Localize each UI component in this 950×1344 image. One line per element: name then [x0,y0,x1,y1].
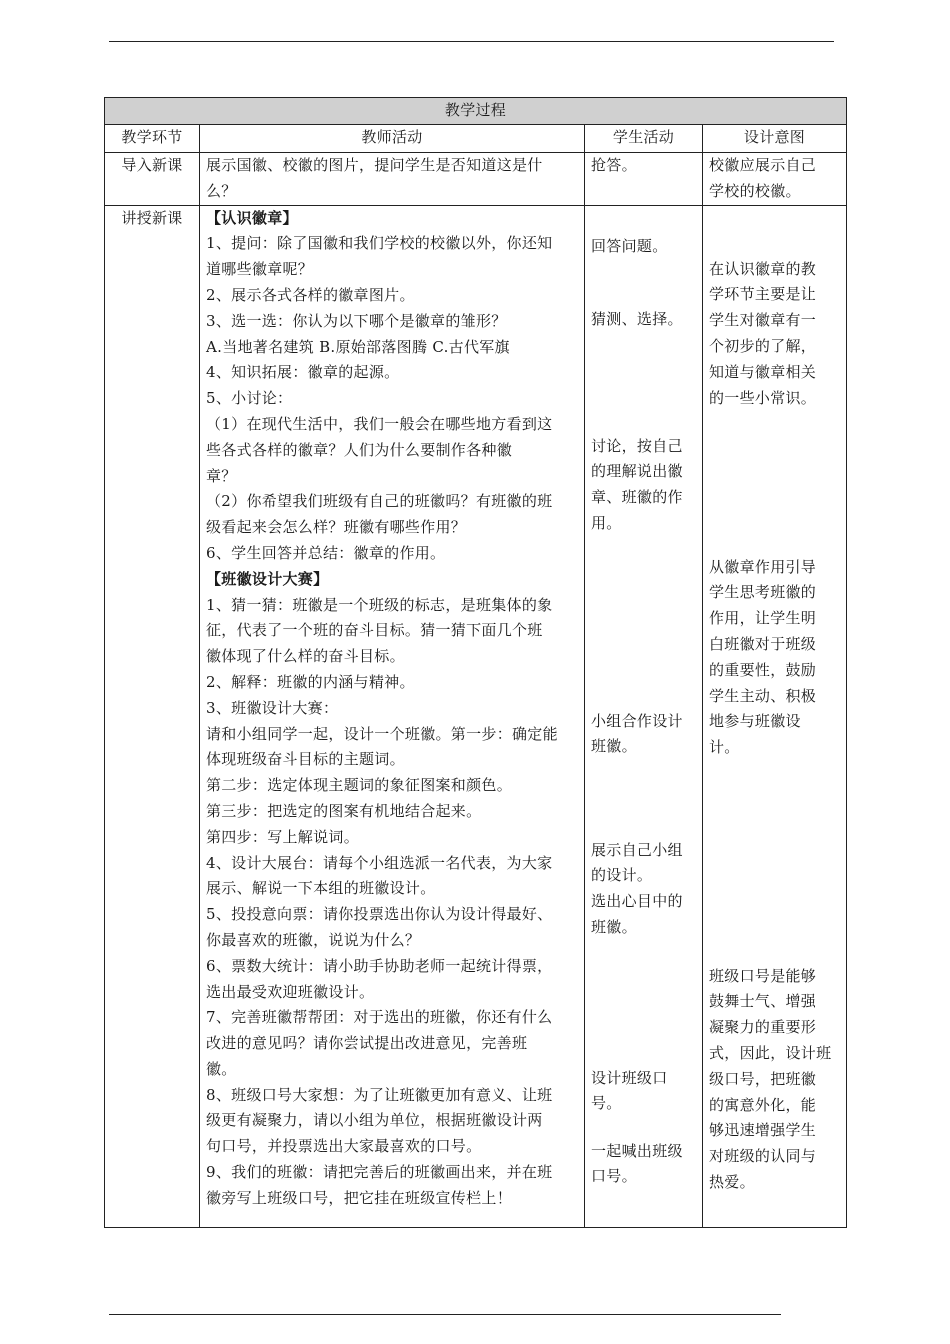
design-intent-block [709,555,840,761]
text-line: 回答问题。 [591,236,668,255]
student-activity-block [591,434,696,537]
student-activity-block [591,838,696,941]
text-line: 作用，让学生明 [709,609,817,628]
text-line: 的寓意外化，能 [709,1095,817,1114]
text-line: 5、小讨论： [206,389,293,408]
text-line: 1、猜一猜：班徽是一个班级的标志，是班集体的象 [206,595,553,614]
text-line: 校徽应展示自己 [709,156,817,174]
table-title: 教学过程 [105,98,847,125]
table-row-intro [105,153,847,206]
text-line: 的重要性，鼓励 [709,660,817,679]
student-activity-block [591,307,696,333]
header-rule [109,41,834,42]
text-line: 在认识徽章的教 [709,259,817,278]
design-intent-block [709,964,840,1196]
text-line: 道哪些徽章呢？ [206,260,314,279]
table-row-main [105,205,847,1227]
text-line: 3、选一选：你认为以下哪个是徽章的雏形？ [206,311,507,330]
text-line: 对班级的认同与 [709,1147,817,1166]
text-line: 征，代表了一个班的奋斗目标。猜一猜下面几个班 [206,621,543,640]
text-line: 猜测、选择。 [591,309,683,328]
text-line: 7、完善班徽帮帮团：对于选出的班徽，你还有什么 [206,1008,553,1027]
text-line: 展示、解说一下本组的班徽设计。 [206,879,436,898]
text-line: 6、票数大统计：请小助手协助老师一起统计得票， [206,956,553,975]
text-line: A.当地著名建筑 B.原始部落图腾 C.古代军旗 [206,337,510,356]
header-student-activity: 学生活动 [585,125,703,153]
student-activity-block [591,1066,696,1118]
text-line: 4、知识拓展：徽章的起源。 [206,363,400,382]
header-design-intent: 设计意图 [703,125,847,153]
text-line: 徽体现了什么样的奋斗目标。 [206,647,405,666]
teacher-activity-intro [200,153,585,206]
text-line: 讨论，按自己 [591,436,683,455]
text-line: 凝聚力的重要形 [709,1018,817,1037]
text-line: 改进的意见吗？请你尝试提出改进意见，完善班 [206,1034,528,1053]
text-line: 热爱。 [709,1172,755,1191]
text-line: 的设计。 [591,866,653,885]
text-line: 计。 [709,738,740,757]
text-line: 么？ [206,181,237,200]
text-line: 学校的校徽。 [709,181,801,200]
text-line: 地参与班徽设 [709,712,801,731]
text-line: 的一些小常识。 [709,388,817,407]
stage-intro: 导入新课 [105,153,200,206]
text-line: 6、学生回答并总结：徽章的作用。 [206,543,446,562]
text-line: 班级口号是能够 [709,966,817,985]
teaching-process-table [104,97,847,1228]
text-line: 级口号，把班徽 [709,1069,817,1088]
text-line: 展示自己小组 [591,840,683,859]
text-line: 鼓舞士气、增强 [709,992,817,1011]
text-line: 3、班徽设计大赛： [206,698,339,717]
text-line: 学环节主要是让 [709,285,817,304]
text-line: 学生对徽章有一 [709,311,817,330]
text-line: （2）你希望我们班级有自己的班徽吗？有班徽的班 [206,492,553,511]
student-activity-block [591,234,696,260]
student-activity-block [591,709,696,761]
text-line: 个初步的了解， [709,336,817,355]
text-line: 章？ [206,466,237,485]
text-line: 一起喊出班级 [591,1141,683,1160]
text-line: 学生主动、积极 [709,686,817,705]
text-line: 级看起来会怎么样？班徽有哪些作用？ [206,518,467,537]
text-line: 请和小组同学一起，设计一个班徽。第一步：确定能 [206,724,558,743]
text-line: 式，因此，设计班 [709,1043,832,1062]
section-heading: 【班徽设计大赛】 [206,569,329,588]
text-line: 体现班级奋斗目标的主题词。 [206,750,405,769]
text-line: 你最喜欢的班徽，说说为什么？ [206,930,421,949]
text-line: 设计班级口 [591,1068,668,1087]
text-line: 第三步：把选定的图案有机地结合起来。 [206,801,482,820]
design-intent-main [703,205,847,1227]
text-line: 9、我们的班徽：请把完善后的班徽画出来，并在班 [206,1163,553,1182]
text-line: （1）在现代生活中，我们一般会在哪些地方看到这 [206,414,553,433]
stage-main: 讲授新课 [105,205,200,1227]
text-line: 选出最受欢迎班徽设计。 [206,982,375,1001]
text-line: 用。 [591,513,622,532]
text-line: 够迅速增强学生 [709,1121,817,1140]
text-line: 第二步：选定体现主题词的象征图案和颜色。 [206,776,513,795]
text-line: 8、班级口号大家想：为了让班徽更加有意义、让班 [206,1085,553,1104]
text-line: 白班徽对于班级 [709,634,817,653]
text-line: 章、班徽的作 [591,488,683,507]
student-activity-block [591,1139,696,1191]
header-stage: 教学环节 [105,125,200,153]
section-heading: 【认识徽章】 [206,208,298,227]
footer-rule [109,1314,781,1315]
text-line: 的理解说出徽 [591,462,683,481]
text-line: 5、投投意向票：请你投票选出你认为设计得最好、 [206,905,553,924]
text-line: 从徽章作用引导 [709,557,817,576]
text-line: 2、解释：班徽的内涵与精神。 [206,672,415,691]
text-line: 选出心目中的 [591,892,683,911]
design-intent-block [709,257,840,412]
text-line: 第四步：写上解说词。 [206,827,360,846]
student-activity-main [585,205,703,1227]
text-line: 小组合作设计 [591,711,683,730]
header-teacher-activity: 教师活动 [200,125,585,153]
text-line: 展示国徽、校徽的图片，提问学生是否知道这是什 [206,156,543,174]
design-intent-intro [703,153,847,206]
text-line: 号。 [591,1094,622,1113]
text-line: 徽。 [206,1059,237,1078]
text-line: 知道与徽章相关 [709,362,817,381]
text-line: 班徽。 [591,917,637,936]
text-line: 句口号，并投票选出大家最喜欢的口号。 [206,1137,482,1156]
text-line: 班徽。 [591,737,637,756]
text-line: 2、展示各式各样的徽章图片。 [206,285,415,304]
text-line: 学生思考班徽的 [709,583,817,602]
text-line: 1、提问：除了国徽和我们学校的校徽以外，你还知 [206,234,553,253]
text-line: 口号。 [591,1167,637,1186]
text-line: 4、设计大展台：请每个小组选派一名代表，为大家 [206,853,553,872]
text-line: 些各式各样的徽章？人们为什么要制作各种徽 [206,440,513,459]
teacher-activity-main [200,205,585,1227]
student-activity-intro: 抢答。 [585,153,703,206]
text-line: 徽旁写上班级口号，把它挂在班级宣传栏上！ [206,1188,513,1207]
text-line: 级更有凝聚力，请以小组为单位，根据班徽设计两 [206,1111,543,1130]
